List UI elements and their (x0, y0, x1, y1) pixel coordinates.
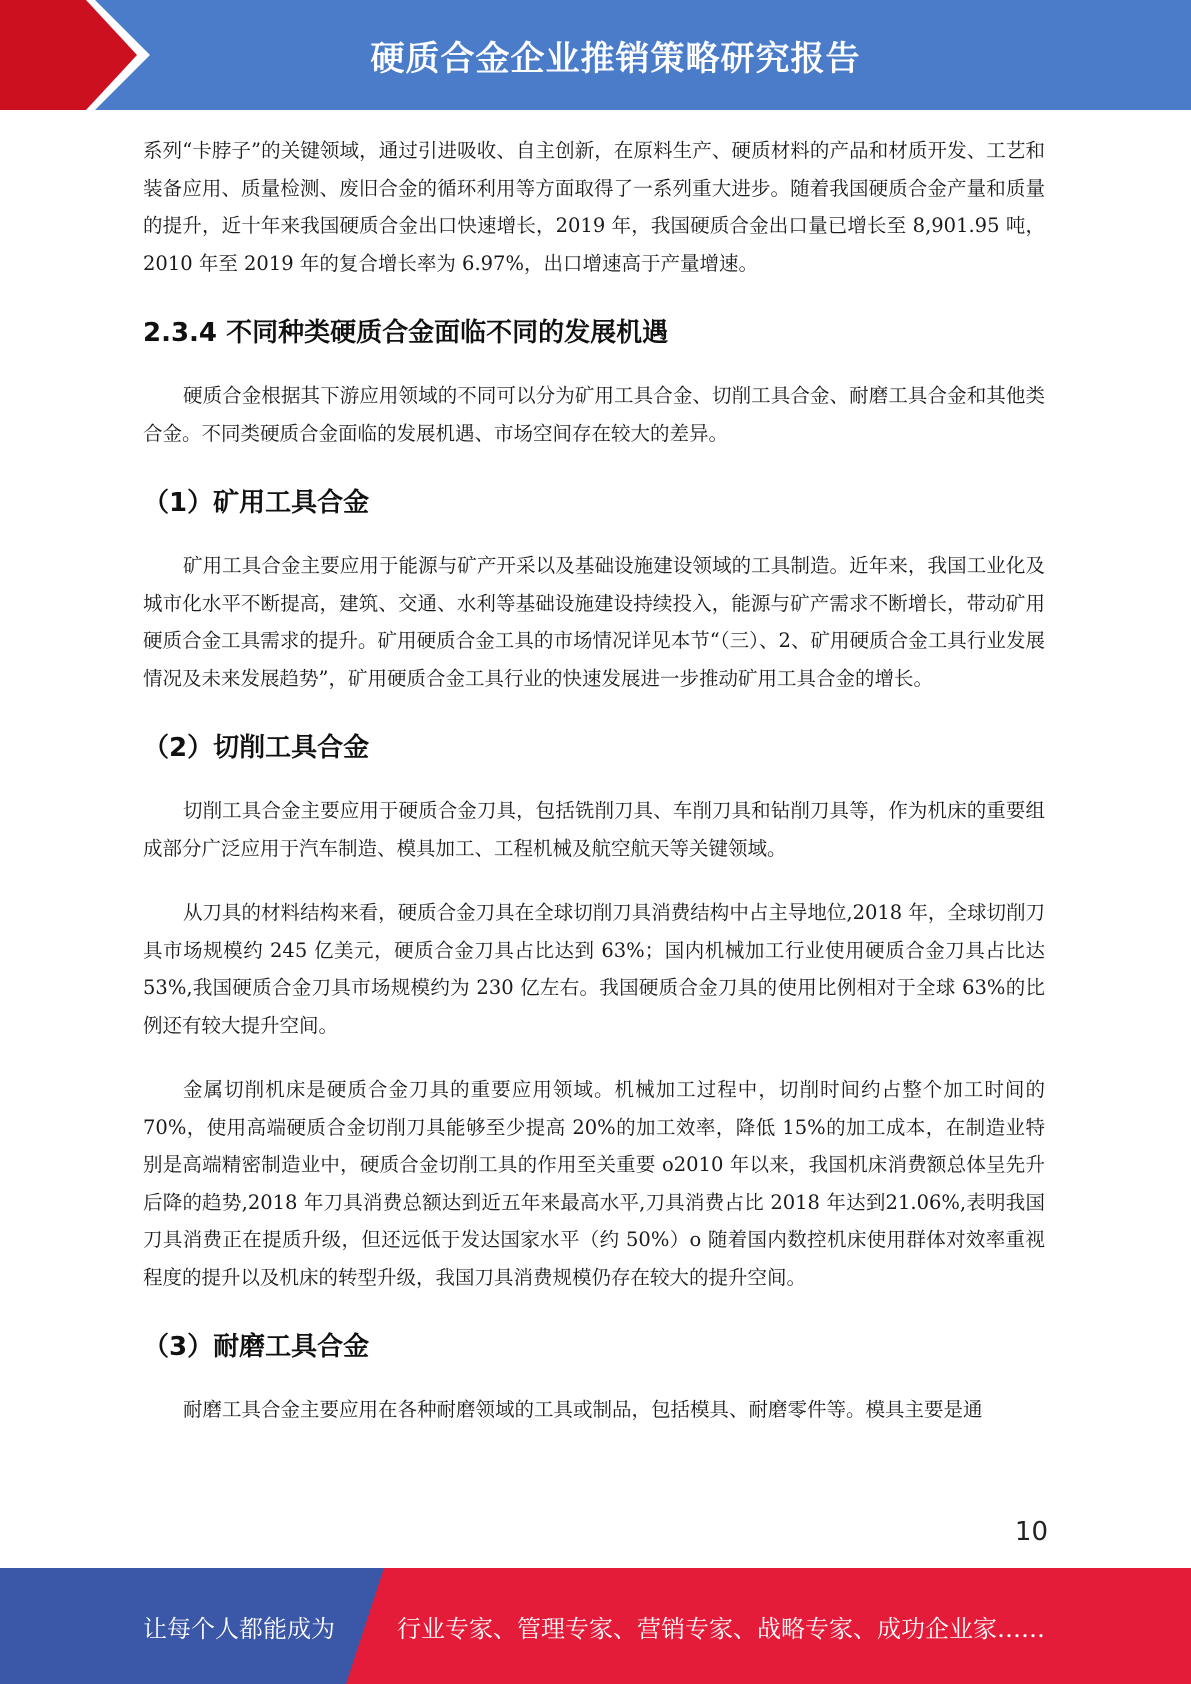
page-header (0, 0, 1191, 110)
paragraph: 从刀具的材料结构来看，硬质合金刀具在全球切削刀具消费结构中占主导地位,2018 年，全球切削刀具市场规模约 245 亿美元，硬质合金刀具占比达到 63%；国内机械加工行业使用硬质合金刀具占比达 53%,我国硬质合金刀具市场规模约为 230 亿左右。我国硬质合金刀具的使用比例相对于全球 63%的比例还有较大提升空间。 (143, 901, 1045, 1037)
subsection-heading: （1）矿用工具合金 (143, 488, 370, 518)
subsection-heading: （3）耐磨工具合金 (143, 1332, 370, 1362)
page-number: 10 (1014, 1517, 1048, 1547)
footer-slogan-left: 让每个人都能成为 (143, 1614, 335, 1643)
paragraph: 硬质合金根据其下游应用领域的不同可以分为矿用工具合金、切削工具合金、耐磨工具合金和其他类合金。不同类硬质合金面临的发展机遇、市场空间存在较大的差异。 (143, 384, 1045, 445)
section-heading: 2.3.4 不同种类硬质合金面临不同的发展机遇 (143, 318, 669, 348)
footer-slogan-right: 行业专家、管理专家、营销专家、战略专家、成功企业家…… (397, 1614, 1045, 1643)
document-body (143, 132, 1045, 1429)
paragraph: 耐磨工具合金主要应用在各种耐磨领域的工具或制品，包括模具、耐磨零件等。模具主要是通 (183, 1398, 983, 1421)
header-title: 硬质合金企业推销策略研究报告 (370, 38, 861, 79)
page-footer (0, 1568, 1191, 1684)
subsection-heading: （2）切削工具合金 (143, 733, 370, 763)
paragraph: 系列“卡脖子”的关键领域，通过引进吸收、自主创新，在原料生产、硬质材料的产品和材质开发、工艺和装备应用、质量检测、废旧合金的循环利用等方面取得了一系列重大进步。随着我国硬质合金产量和质量的提升，近十年来我国硬质合金出口快速增长，2019 年，我国硬质合金出口量已增长至 8,901.95 吨，2010 年至 2019 年的复合增长率为 6.97%，出口增速高于产量增速。 (143, 139, 1045, 275)
paragraph: 金属切削机床是硬质合金刀具的重要应用领域。机械加工过程中，切削时间约占整个加工时间的 70%，使用高端硬质合金切削刀具能够至少提高 20%的加工效率，降低 15%的加工成本，在制造业特别是高端精密制造业中，硬质合金切削工具的作用至关重要 o2010 年以来，我国机床消费额总体呈先升后降的趋势,2018 年刀具消费总额达到近五年来最高水平,刀具消费占比 2018 年达到21.06%,表明我国刀具消费正在提质升级，但还远低于发达国家水平（约 50%）o 随着国内数控机床使用群体对效率重视程度的提升以及机床的转型升级，我国刀具消费规模仍存在较大的提升空间。 (143, 1078, 1045, 1289)
paragraph: 矿用工具合金主要应用于能源与矿产开采以及基础设施建设领域的工具制造。近年来，我国工业化及城市化水平不断提高，建筑、交通、水利等基础设施建设持续投入，能源与矿产需求不断增长，带动矿用硬质合金工具需求的提升。矿用硬质合金工具的市场情况详见本节“（三）、2、矿用硬质合金工具行业发展情况及未来发展趋势”，矿用硬质合金工具行业的快速发展进一步推动矿用工具合金的增长。 (143, 554, 1045, 690)
paragraph: 切削工具合金主要应用于硬质合金刀具，包括铣削刀具、车削刀具和钻削刀具等，作为机床的重要组成部分广泛应用于汽车制造、模具加工、工程机械及航空航天等关键领域。 (143, 799, 1045, 860)
